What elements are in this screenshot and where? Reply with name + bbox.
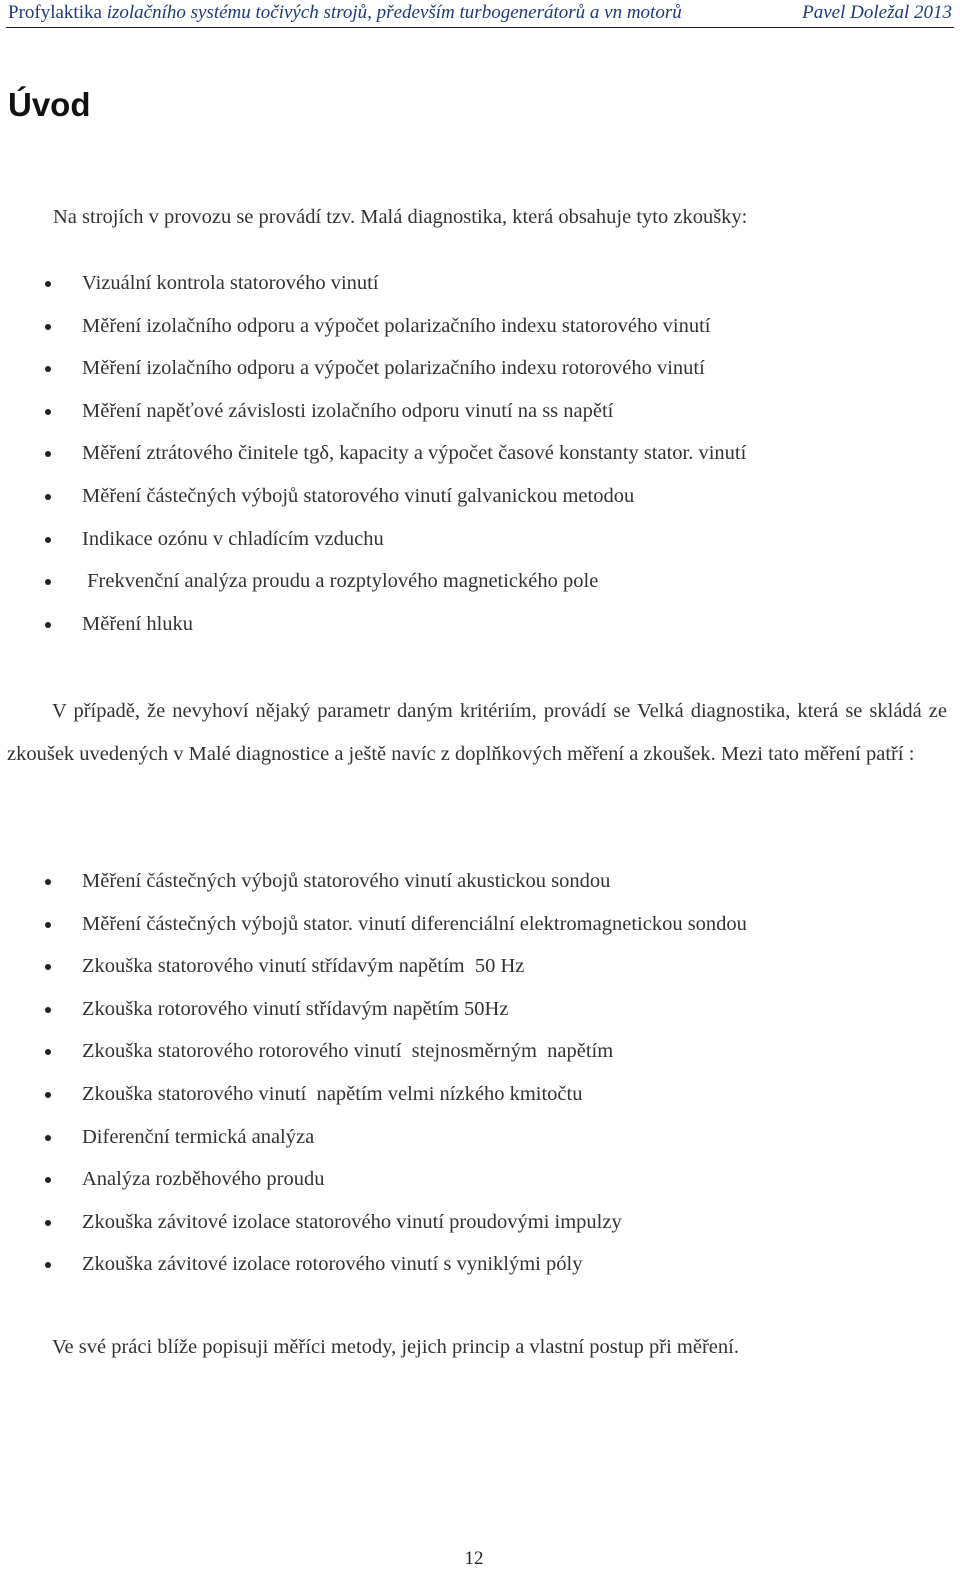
list-item: Měření částečných výbojů statorového vinutí akustickou sondou <box>0 860 747 903</box>
list-item: Měření ztrátového činitele tgδ, kapacity a výpočet časové konstanty stator. vinutí <box>0 432 746 475</box>
page-number: 12 <box>464 1548 484 1569</box>
header-title <box>8 1 682 25</box>
list-item: Diferenční termická analýza <box>0 1116 747 1159</box>
header-author-year: Pavel Doležal 2013 <box>802 2 952 23</box>
intro-paragraph: Na strojích v provozu se provádí tzv. Malá diagnostika, která obsahuje tyto zkoušky: <box>53 206 748 228</box>
list-item: Zkouška závitové izolace statorového vinutí proudovými impulzy <box>0 1201 747 1244</box>
section-title: Úvod <box>8 86 91 123</box>
list-item: Zkouška rotorového vinutí střídavým napětím 50Hz <box>0 988 747 1031</box>
big-diagnostics-list <box>0 860 747 1286</box>
list-item: Zkouška statorového vinutí napětím velmi nízkého kmitočtu <box>0 1073 747 1116</box>
list-item: Měření hluku <box>0 603 746 646</box>
header-title-italic: izolačního systému točivých strojů, především turbogenerátorů a vn motorů <box>106 2 682 23</box>
list-item: Měření izolačního odporu a výpočet polarizačního indexu statorového vinutí <box>0 305 746 348</box>
list-item: Zkouška statorového vinutí střídavým napětím 50 Hz <box>0 945 747 988</box>
list-item: Frekvenční analýza proudu a rozptylového magnetického pole <box>0 560 746 603</box>
list-item: Měření částečných výbojů statorového vinutí galvanickou metodou <box>0 475 746 518</box>
list-item: Vizuální kontrola statorového vinutí <box>0 262 746 305</box>
list-item: Měření izolačního odporu a výpočet polarizačního indexu rotorového vinutí <box>0 347 746 390</box>
small-diagnostics-list <box>0 262 746 645</box>
list-item: Měření napěťové závislosti izolačního odporu vinutí na ss napětí <box>0 390 746 433</box>
closing-paragraph: Ve své práci blíže popisuji měříci metody, jejich princip a vlastní postup při měření. <box>52 1336 739 1358</box>
list-item: Indikace ozónu v chladícím vzduchu <box>0 518 746 561</box>
list-item: Zkouška závitové izolace rotorového vinutí s vyniklými póly <box>0 1243 747 1286</box>
big-diagnostics-paragraph: V případě, že nevyhoví nějaký parametr daným kritériím, provádí se Velká diagnostika, která se skládá ze zkoušek uvedených v Malé diagnostice a ještě navíc z doplňkových měření a zkoušek. Mezi tato měření patří : <box>7 700 947 765</box>
list-item: Analýza rozběhového proudu <box>0 1158 747 1201</box>
running-header <box>6 0 954 28</box>
list-item: Zkouška statorového rotorového vinutí stejnosměrným napětím <box>0 1030 747 1073</box>
list-item: Měření částečných výbojů stator. vinutí diferenciální elektromagnetickou sondou <box>0 903 747 946</box>
header-title-plain: Profylaktika <box>8 2 107 23</box>
